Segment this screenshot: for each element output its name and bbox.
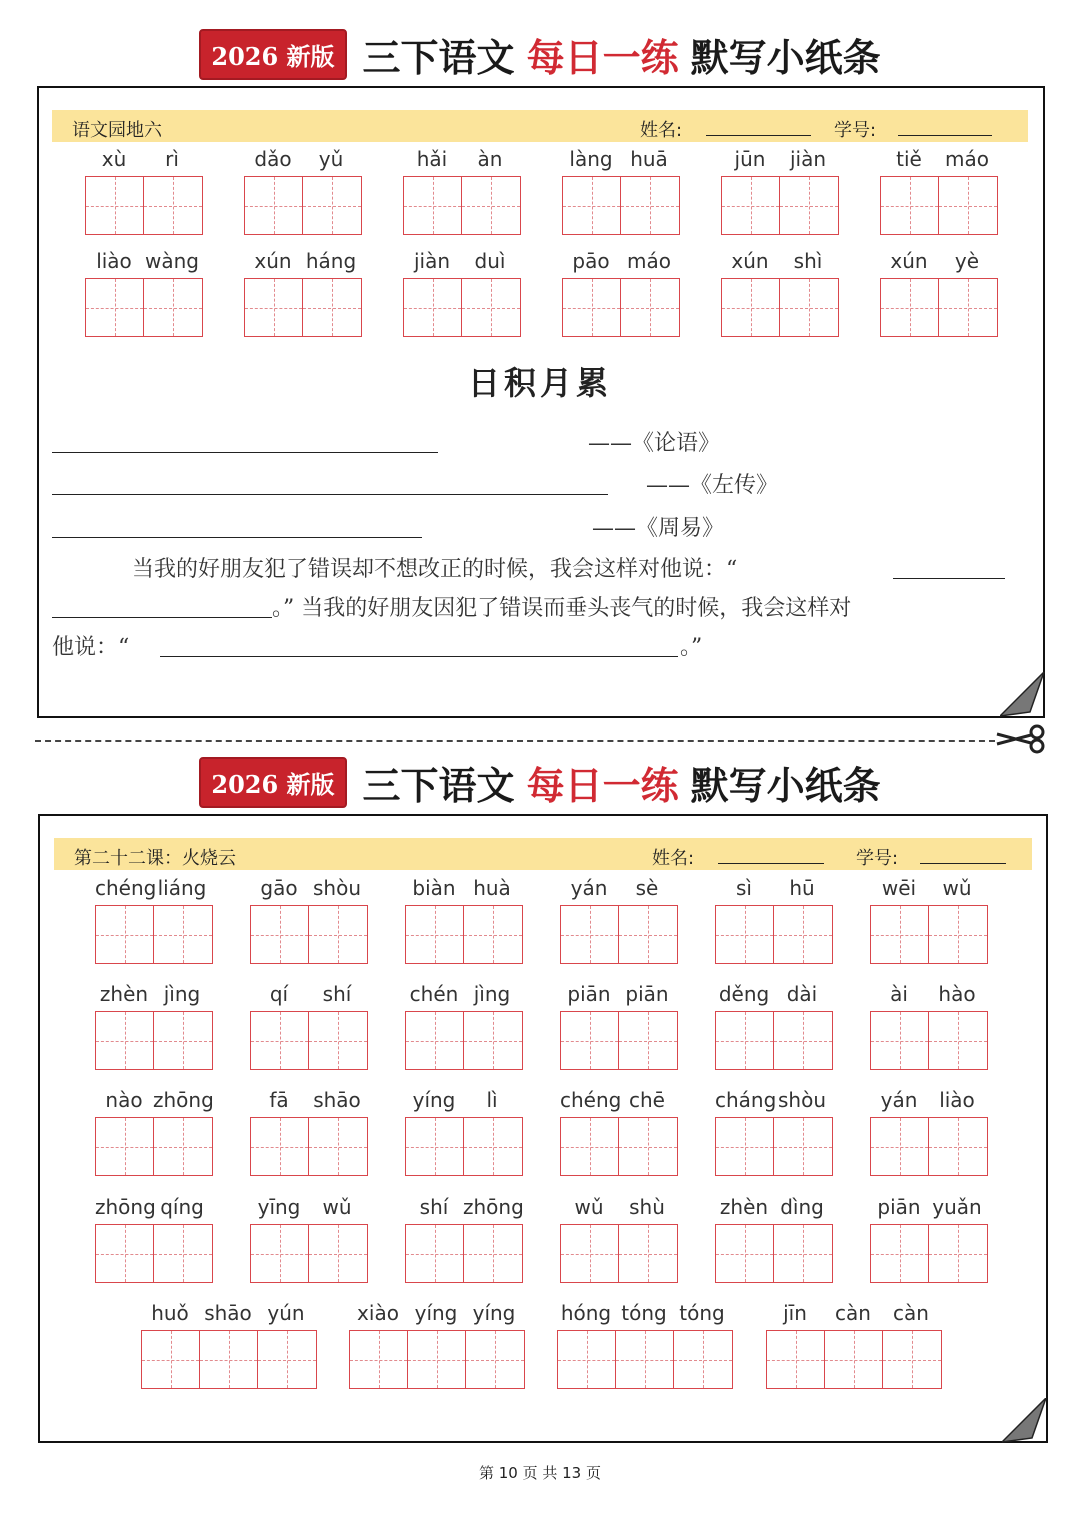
pinyin-syllable: jìng: [163, 982, 201, 1006]
pinyin-syllable: sè: [635, 876, 659, 900]
pinyin-syllable: duì: [474, 249, 506, 273]
character-writing-boxes: [405, 1117, 523, 1176]
pinyin-syllable: rì: [165, 147, 179, 171]
tianzige-cell[interactable]: [561, 1012, 619, 1069]
pinyin-syllable: piān: [625, 982, 669, 1006]
tianzige-cell[interactable]: [881, 177, 939, 234]
name-field-2[interactable]: [718, 863, 824, 864]
pinyin-syllable: huā: [630, 147, 668, 171]
quote-source-3: ——《周易》: [592, 516, 725, 541]
character-writing-boxes: [880, 176, 998, 235]
pinyin-syllable: liào: [96, 249, 132, 273]
character-writing-boxes: [141, 1330, 317, 1389]
tianzige-cell[interactable]: [258, 1331, 316, 1388]
tianzige-cell[interactable]: [716, 906, 774, 963]
pinyin-syllable: yǔ: [318, 147, 344, 171]
tianzige-cell[interactable]: [462, 279, 520, 336]
pinyin-syllable: máo: [627, 249, 671, 273]
student-id-field-2[interactable]: [920, 863, 1006, 864]
pinyin-syllable: qí: [269, 982, 289, 1006]
pinyin-syllable: xún: [890, 249, 928, 273]
character-writing-boxes: [560, 1224, 678, 1283]
pinyin-syllable: wēi: [881, 876, 917, 900]
tianzige-cell[interactable]: [716, 1118, 774, 1175]
pinyin-syllable: yuǎn: [932, 1195, 982, 1219]
character-writing-boxes: [560, 1117, 678, 1176]
tianzige-cell[interactable]: [404, 177, 462, 234]
tianzige-cell[interactable]: [871, 906, 929, 963]
character-writing-boxes: [85, 176, 203, 235]
name-label: 姓名:: [640, 120, 683, 141]
character-writing-boxes: [405, 905, 523, 964]
tianzige-cell[interactable]: [716, 1012, 774, 1069]
character-writing-boxes: [560, 1011, 678, 1070]
pinyin-syllable: shù: [629, 1195, 665, 1219]
character-writing-boxes: [766, 1330, 942, 1389]
tianzige-cell[interactable]: [464, 1225, 522, 1282]
tianzige-cell[interactable]: [929, 906, 987, 963]
title-highlight-2: 每日一练: [526, 763, 679, 808]
character-writing-boxes: [562, 176, 680, 235]
character-writing-boxes: [870, 1011, 988, 1070]
pinyin-syllable: háng: [305, 249, 357, 273]
edition-badge: 2026 新版: [199, 29, 346, 80]
pinyin-syllable: chē: [629, 1088, 665, 1112]
pinyin-syllable: zhōng: [463, 1195, 524, 1219]
tianzige-cell[interactable]: [462, 177, 520, 234]
quote-answer-line-2[interactable]: [52, 494, 608, 495]
pinyin-syllable: yè: [954, 249, 980, 273]
pinyin-syllable: hǎi: [416, 147, 448, 171]
title-suffix-2: 默写小纸条: [690, 763, 881, 808]
tianzige-cell[interactable]: [406, 1118, 464, 1175]
answer-line-1[interactable]: [893, 578, 1005, 579]
title-subject-2: 三下语文: [362, 763, 515, 808]
character-writing-boxes: [880, 278, 998, 337]
title-suffix: 默写小纸条: [690, 35, 881, 80]
pinyin-syllable: shāo: [204, 1301, 252, 1325]
pinyin-syllable: piān: [877, 1195, 921, 1219]
answer-line-1-cont[interactable]: [52, 617, 272, 618]
tianzige-cell[interactable]: [767, 1331, 825, 1388]
tianzige-cell[interactable]: [871, 1118, 929, 1175]
tianzige-cell[interactable]: [780, 177, 838, 234]
pinyin-syllable: yíng: [414, 1301, 458, 1325]
pinyin-syllable: yán: [570, 876, 608, 900]
worksheet-title-2: [0, 752, 1080, 812]
tianzige-cell[interactable]: [619, 906, 677, 963]
student-id-label-2: 学号:: [856, 848, 899, 869]
tianzige-cell[interactable]: [406, 1012, 464, 1069]
character-writing-boxes: [870, 905, 988, 964]
pinyin-syllable: fā: [269, 1088, 289, 1112]
tianzige-cell[interactable]: [674, 1331, 732, 1388]
quote-source-2: ——《左传》: [646, 473, 779, 498]
pinyin-syllable: xún: [731, 249, 769, 273]
tianzige-cell[interactable]: [406, 1225, 464, 1282]
pinyin-syllable: chéng: [560, 1088, 622, 1112]
tianzige-cell[interactable]: [716, 1225, 774, 1282]
pinyin-syllable: yīng: [257, 1195, 301, 1219]
character-writing-boxes: [405, 1224, 523, 1283]
pinyin-syllable: àn: [477, 147, 503, 171]
student-id-label: 学号:: [834, 120, 877, 141]
pinyin-syllable: gāo: [260, 876, 298, 900]
character-writing-boxes: [250, 905, 368, 964]
character-writing-boxes: [403, 278, 521, 337]
tianzige-cell[interactable]: [144, 279, 202, 336]
pinyin-syllable: yún: [267, 1301, 305, 1325]
pinyin-syllable: zhèn: [99, 982, 149, 1006]
pinyin-syllable: hào: [938, 982, 976, 1006]
character-writing-boxes: [721, 176, 839, 235]
pinyin-syllable: tóng: [621, 1301, 667, 1325]
pinyin-syllable: xún: [254, 249, 292, 273]
edition-badge-2: 2026 新版: [199, 757, 346, 808]
character-writing-boxes: [403, 176, 521, 235]
tianzige-cell[interactable]: [96, 1012, 154, 1069]
tianzige-cell[interactable]: [774, 1118, 832, 1175]
pinyin-syllable: wǔ: [942, 876, 972, 900]
pinyin-syllable: jūn: [734, 147, 766, 171]
tianzige-cell[interactable]: [563, 279, 621, 336]
tianzige-cell[interactable]: [245, 279, 303, 336]
tianzige-cell[interactable]: [871, 1225, 929, 1282]
prompt-text-line-3-end: 。”: [680, 635, 703, 660]
tianzige-cell[interactable]: [561, 1225, 619, 1282]
character-writing-boxes: [250, 1011, 368, 1070]
quote-answer-line-1[interactable]: [52, 452, 438, 453]
tianzige-cell[interactable]: [154, 1225, 212, 1282]
tianzige-cell[interactable]: [303, 279, 361, 336]
tianzige-cell[interactable]: [621, 279, 679, 336]
tianzige-cell[interactable]: [96, 906, 154, 963]
character-writing-boxes: [562, 278, 680, 337]
tianzige-cell[interactable]: [621, 177, 679, 234]
tianzige-cell[interactable]: [86, 177, 144, 234]
lesson-title: 语文园地六: [72, 120, 162, 141]
tianzige-cell[interactable]: [309, 906, 367, 963]
tianzige-cell[interactable]: [350, 1331, 408, 1388]
name-field[interactable]: [706, 135, 811, 136]
tianzige-cell[interactable]: [558, 1331, 616, 1388]
character-writing-boxes: [405, 1011, 523, 1070]
pinyin-syllable: dài: [786, 982, 818, 1006]
tianzige-cell[interactable]: [619, 1225, 677, 1282]
tianzige-cell[interactable]: [96, 1225, 154, 1282]
pinyin-syllable: càn: [835, 1301, 871, 1325]
pinyin-syllable: biàn: [412, 876, 456, 900]
pinyin-syllable: shí: [419, 1195, 449, 1219]
character-writing-boxes: [85, 278, 203, 337]
tianzige-cell[interactable]: [774, 1225, 832, 1282]
answer-line-2[interactable]: [160, 656, 678, 657]
tianzige-cell[interactable]: [464, 906, 522, 963]
character-writing-boxes: [721, 278, 839, 337]
scissors-icon: [993, 724, 1049, 754]
pinyin-syllable: pāo: [572, 249, 610, 273]
page-footer: 第 10 页 共 13 页: [478, 1464, 601, 1482]
character-writing-boxes: [244, 176, 362, 235]
cut-line: [35, 740, 995, 742]
name-label-2: 姓名:: [652, 848, 695, 869]
pinyin-syllable: yíng: [412, 1088, 456, 1112]
character-writing-boxes: [715, 1011, 833, 1070]
tianzige-cell[interactable]: [303, 177, 361, 234]
pinyin-syllable: làng: [569, 147, 613, 171]
page-curl-icon-2: [1002, 1398, 1048, 1444]
title-subject: 三下语文: [362, 35, 515, 80]
pinyin-syllable: piān: [567, 982, 611, 1006]
tianzige-cell[interactable]: [825, 1331, 883, 1388]
pinyin-syllable: chén: [409, 982, 459, 1006]
pinyin-syllable: huà: [473, 876, 511, 900]
pinyin-syllable: zhèn: [719, 1195, 769, 1219]
pinyin-syllable: sì: [736, 876, 752, 900]
character-writing-boxes: [250, 1224, 368, 1283]
pinyin-syllable: ài: [890, 982, 908, 1006]
tianzige-cell[interactable]: [939, 279, 997, 336]
pinyin-syllable: jìng: [473, 982, 511, 1006]
tianzige-cell[interactable]: [251, 1012, 309, 1069]
tianzige-cell[interactable]: [619, 1012, 677, 1069]
quote-source-1: ——《论语》: [588, 431, 721, 456]
worksheet-title: [0, 24, 1080, 84]
prompt-text-line-1: 当我的好朋友犯了错误却不想改正的时候，我会这样对他说：“: [132, 557, 738, 582]
character-writing-boxes: [870, 1117, 988, 1176]
pinyin-syllable: wǔ: [322, 1195, 352, 1219]
tianzige-cell[interactable]: [200, 1331, 258, 1388]
tianzige-cell[interactable]: [929, 1012, 987, 1069]
tianzige-cell[interactable]: [251, 906, 309, 963]
tianzige-cell[interactable]: [251, 1118, 309, 1175]
prompt-text-line-3: 他说：“: [52, 635, 130, 660]
tianzige-cell[interactable]: [154, 1012, 212, 1069]
pinyin-syllable: shì: [793, 249, 823, 273]
tianzige-cell[interactable]: [774, 906, 832, 963]
tianzige-cell[interactable]: [929, 1225, 987, 1282]
pinyin-syllable: zhōng: [95, 1195, 156, 1219]
pinyin-syllable: lì: [486, 1088, 498, 1112]
page-curl-icon: [1000, 672, 1046, 718]
tianzige-cell[interactable]: [86, 279, 144, 336]
student-id-field[interactable]: [898, 135, 992, 136]
character-writing-boxes: [557, 1330, 733, 1389]
pinyin-syllable: càn: [893, 1301, 929, 1325]
character-writing-boxes: [715, 1224, 833, 1283]
pinyin-syllable: wǔ: [574, 1195, 604, 1219]
character-writing-boxes: [95, 1011, 213, 1070]
tianzige-cell[interactable]: [561, 906, 619, 963]
tianzige-cell[interactable]: [563, 177, 621, 234]
pinyin-syllable: yíng: [472, 1301, 516, 1325]
tianzige-cell[interactable]: [245, 177, 303, 234]
tianzige-cell[interactable]: [939, 177, 997, 234]
pinyin-syllable: nào: [105, 1088, 143, 1112]
prompt-text-line-2: 。” 当我的好朋友因犯了错误而垂头丧气的时候，我会这样对: [272, 596, 852, 621]
tianzige-cell[interactable]: [309, 1225, 367, 1282]
pinyin-syllable: hū: [789, 876, 815, 900]
title-highlight: 每日一练: [526, 35, 679, 80]
quote-answer-line-3[interactable]: [52, 537, 422, 538]
pinyin-syllable: tiě: [896, 147, 922, 171]
lesson-title-2: 第二十二课：火烧云: [74, 848, 236, 869]
tianzige-cell[interactable]: [871, 1012, 929, 1069]
tianzige-cell[interactable]: [774, 1012, 832, 1069]
character-writing-boxes: [715, 905, 833, 964]
pinyin-syllable: xù: [101, 147, 127, 171]
tianzige-cell[interactable]: [464, 1012, 522, 1069]
tianzige-cell[interactable]: [780, 279, 838, 336]
character-writing-boxes: [870, 1224, 988, 1283]
tianzige-cell[interactable]: [616, 1331, 674, 1388]
character-writing-boxes: [95, 1117, 213, 1176]
character-writing-boxes: [244, 278, 362, 337]
pinyin-syllable: dìng: [780, 1195, 824, 1219]
tianzige-cell[interactable]: [309, 1012, 367, 1069]
tianzige-cell[interactable]: [722, 177, 780, 234]
tianzige-cell[interactable]: [154, 1118, 212, 1175]
tianzige-cell[interactable]: [466, 1331, 524, 1388]
character-writing-boxes: [95, 1224, 213, 1283]
card1-info-bar: [52, 110, 1028, 142]
pinyin-syllable: chéng: [95, 876, 157, 900]
pinyin-syllable: liáng: [157, 876, 207, 900]
tianzige-cell[interactable]: [251, 1225, 309, 1282]
tianzige-cell[interactable]: [142, 1331, 200, 1388]
tianzige-cell[interactable]: [881, 279, 939, 336]
tianzige-cell[interactable]: [619, 1118, 677, 1175]
tianzige-cell[interactable]: [883, 1331, 941, 1388]
tianzige-cell[interactable]: [722, 279, 780, 336]
section-heading: 日积月累: [467, 364, 612, 402]
pinyin-syllable: shí: [322, 982, 352, 1006]
pinyin-syllable: tóng: [679, 1301, 725, 1325]
pinyin-syllable: wàng: [145, 249, 199, 273]
pinyin-syllable: huǒ: [151, 1301, 189, 1325]
tianzige-cell[interactable]: [464, 1118, 522, 1175]
tianzige-cell[interactable]: [154, 906, 212, 963]
pinyin-syllable: shòu: [312, 876, 361, 900]
tianzige-cell[interactable]: [309, 1118, 367, 1175]
pinyin-syllable: yán: [880, 1088, 918, 1112]
pinyin-syllable: shòu: [777, 1088, 826, 1112]
tianzige-cell[interactable]: [406, 906, 464, 963]
character-writing-boxes: [95, 905, 213, 964]
pinyin-syllable: xiào: [357, 1301, 399, 1325]
character-writing-boxes: [560, 905, 678, 964]
pinyin-syllable: jīn: [783, 1301, 807, 1325]
pinyin-syllable: děng: [718, 982, 770, 1006]
pinyin-syllable: máo: [945, 147, 989, 171]
character-writing-boxes: [715, 1117, 833, 1176]
pinyin-syllable: liào: [939, 1088, 975, 1112]
tianzige-cell[interactable]: [929, 1118, 987, 1175]
pinyin-syllable: qíng: [160, 1195, 204, 1219]
pinyin-syllable: dǎo: [254, 147, 292, 171]
pinyin-syllable: shāo: [313, 1088, 361, 1112]
tianzige-cell[interactable]: [144, 177, 202, 234]
character-writing-boxes: [250, 1117, 368, 1176]
pinyin-syllable: hóng: [560, 1301, 612, 1325]
pinyin-syllable: zhōng: [153, 1088, 214, 1112]
character-writing-boxes: [349, 1330, 525, 1389]
tianzige-cell[interactable]: [404, 279, 462, 336]
tianzige-cell[interactable]: [408, 1331, 466, 1388]
card2-info-bar: [54, 838, 1032, 870]
pinyin-syllable: jiàn: [413, 249, 451, 273]
tianzige-cell[interactable]: [561, 1118, 619, 1175]
pinyin-syllable: cháng: [715, 1088, 777, 1112]
tianzige-cell[interactable]: [96, 1118, 154, 1175]
pinyin-syllable: jiàn: [789, 147, 827, 171]
